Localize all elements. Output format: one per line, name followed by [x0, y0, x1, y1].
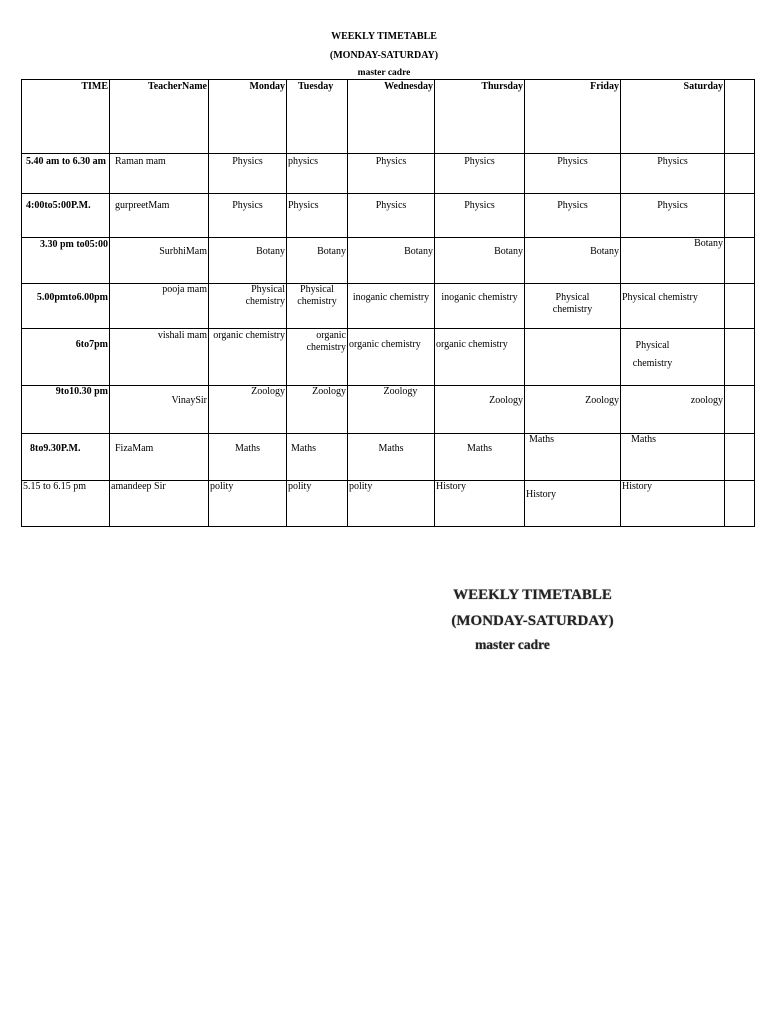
cell-blank — [725, 434, 755, 481]
cell-blank — [725, 386, 755, 434]
cell-thursday: History — [435, 481, 525, 527]
cell-wednesday: Botany — [348, 238, 435, 284]
header-wednesday: Wednesday — [348, 80, 435, 154]
cell-wednesday: Physics — [348, 194, 435, 238]
header-saturday: Saturday — [621, 80, 725, 154]
page-title: WEEKLY TIMETABLE — [331, 31, 437, 42]
cell-saturday: Physical chemistry — [621, 329, 725, 386]
stamp-title: WEEKLY TIMETABLE — [453, 587, 612, 603]
cell-tuesday: Maths — [287, 434, 348, 481]
cell-teacher: SurbhiMam — [110, 238, 209, 284]
table-row — [22, 481, 755, 527]
cell-thursday: Maths — [435, 434, 525, 481]
header-monday: Monday — [209, 80, 287, 154]
cell-wednesday: Maths — [348, 434, 435, 481]
cell-time: 4:00to5:00P.M. — [22, 194, 110, 238]
cell-wednesday: Physics — [348, 154, 435, 194]
cell-friday: Maths — [525, 434, 621, 481]
cell-friday: Zoology — [525, 386, 621, 434]
cell-time: 5.15 to 6.15 pm — [22, 481, 110, 527]
table-row — [22, 154, 755, 194]
cell-monday: Physics — [209, 194, 287, 238]
cell-time: 5.00pmto6.00pm — [22, 284, 110, 329]
cell-thursday: Physics — [435, 194, 525, 238]
cell-teacher: gurpreetMam — [110, 194, 209, 238]
header-time: TIME — [22, 80, 110, 154]
cell-teacher: amandeep Sir — [110, 481, 209, 527]
cell-saturday: Physics — [621, 194, 725, 238]
cell-tuesday: Physics — [287, 194, 348, 238]
cell-monday: Physics — [209, 154, 287, 194]
cell-blank — [725, 154, 755, 194]
cell-thursday: Botany — [435, 238, 525, 284]
header-thursday: Thursday — [435, 80, 525, 154]
timetable — [21, 79, 755, 527]
cell-thursday: organic chemistry — [435, 329, 525, 386]
cell-wednesday: inoganic chemistry — [348, 284, 435, 329]
cell-friday: Botany — [525, 238, 621, 284]
cell-tuesday: Botany — [287, 238, 348, 284]
header-blank — [725, 80, 755, 154]
cell-saturday: zoology — [621, 386, 725, 434]
stamp-caption: master cadre — [475, 637, 550, 652]
cell-teacher: pooja mam — [110, 284, 209, 329]
header-tuesday: Tuesday — [287, 80, 348, 154]
cell-tuesday: polity — [287, 481, 348, 527]
cell-monday: Maths — [209, 434, 287, 481]
header-friday: Friday — [525, 80, 621, 154]
cell-saturday: Physics — [621, 154, 725, 194]
cell-thursday: Physics — [435, 154, 525, 194]
cell-monday: Zoology — [209, 386, 287, 434]
cell-teacher: vishali mam — [110, 329, 209, 386]
cell-monday: Physical chemistry — [209, 284, 287, 329]
cell-monday: Botany — [209, 238, 287, 284]
cell-tuesday: physics — [287, 154, 348, 194]
table-row — [22, 238, 755, 284]
cell-blank — [725, 238, 755, 284]
table-row — [22, 194, 755, 238]
cell-teacher: Raman mam — [110, 154, 209, 194]
cell-wednesday: Zoology — [348, 386, 435, 434]
cell-time: 9to10.30 pm — [22, 386, 110, 434]
cell-friday: Physics — [525, 154, 621, 194]
cell-thursday: inoganic chemistry — [435, 284, 525, 329]
cell-wednesday: organic chemistry — [348, 329, 435, 386]
cell-saturday: Botany — [621, 238, 725, 284]
cell-teacher: VinaySir — [110, 386, 209, 434]
cell-time: 6to7pm — [22, 329, 110, 386]
table-row — [22, 434, 755, 481]
cell-tuesday: Zoology — [287, 386, 348, 434]
cell-time: 8to9.30P.M. — [22, 434, 110, 481]
cell-monday: polity — [209, 481, 287, 527]
cell-saturday: Physical chemistry — [621, 284, 725, 329]
header-teacher: TeacherName — [110, 80, 209, 154]
cell-time: 5.40 am to 6.30 am — [22, 154, 110, 194]
header-row — [22, 80, 755, 154]
cell-saturday: Maths — [621, 434, 725, 481]
page-caption: master cadre — [357, 68, 411, 78]
cell-saturday: History — [621, 481, 725, 527]
table-row — [22, 329, 755, 386]
stamp-subtitle: (MONDAY-SATURDAY) — [451, 613, 614, 629]
cell-friday: Physical chemistry — [525, 284, 621, 329]
cell-time: 3.30 pm to05:00 — [22, 238, 110, 284]
cell-friday: Physics — [525, 194, 621, 238]
table-row — [22, 386, 755, 434]
table-row — [22, 284, 755, 329]
cell-teacher: FizaMam — [110, 434, 209, 481]
cell-friday: History — [525, 481, 621, 527]
cell-blank — [725, 194, 755, 238]
cell-monday: organic chemistry — [209, 329, 287, 386]
cell-tuesday: Physical chemistry — [287, 284, 348, 329]
cell-blank — [725, 329, 755, 386]
page-subtitle: (MONDAY-SATURDAY) — [329, 50, 439, 61]
cell-wednesday: polity — [348, 481, 435, 527]
cell-friday — [525, 329, 621, 386]
cell-tuesday: organic chemistry — [287, 329, 348, 386]
cell-thursday: Zoology — [435, 386, 525, 434]
cell-blank — [725, 284, 755, 329]
cell-blank — [725, 481, 755, 527]
